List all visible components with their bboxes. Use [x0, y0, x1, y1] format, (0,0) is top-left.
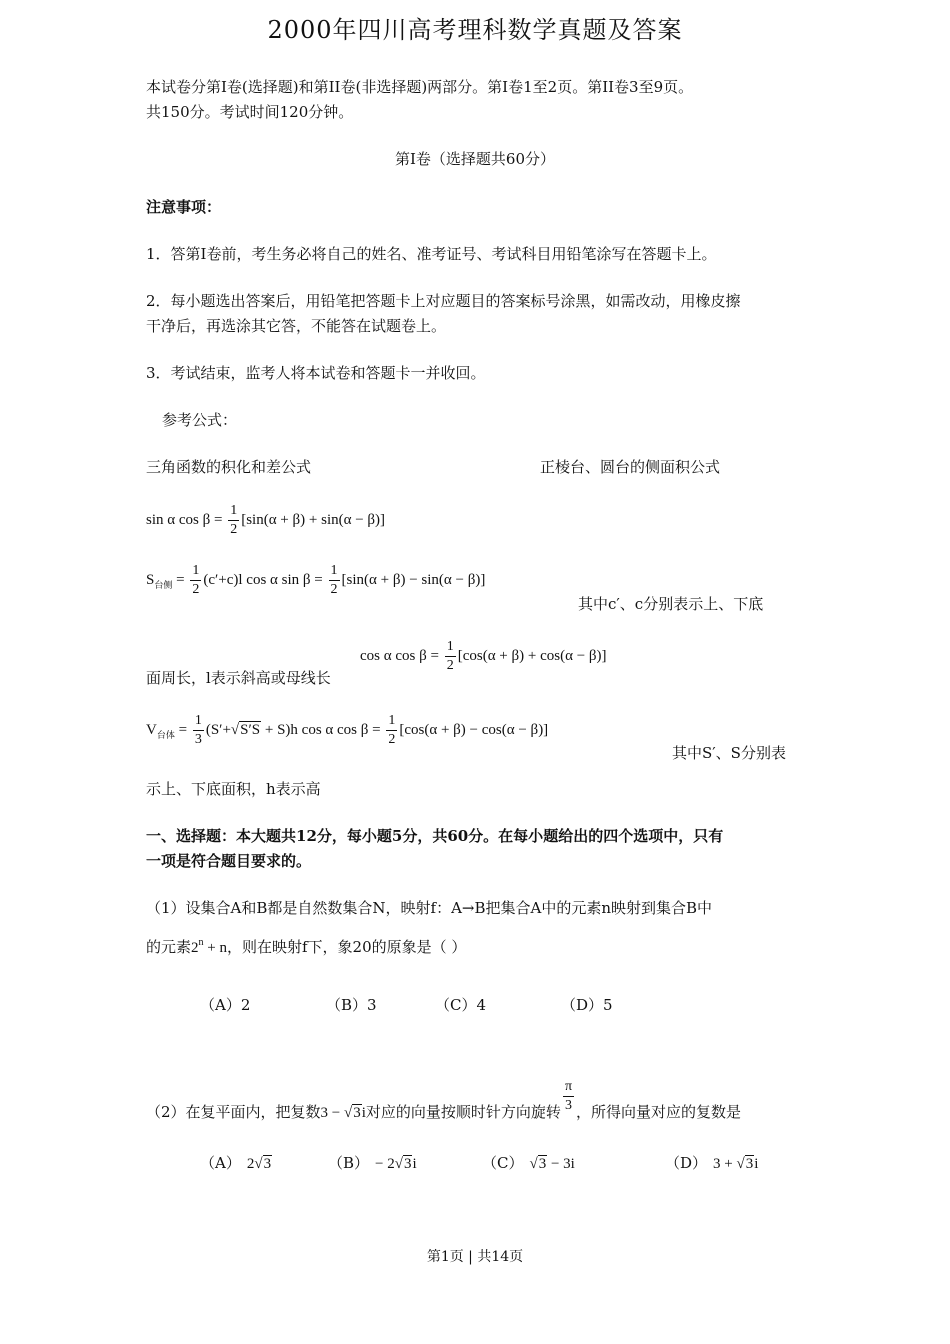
- q2-complex-number: 3 − √3i: [320, 1105, 366, 1121]
- intro-line-2: 共150分。考试时间120分钟。: [146, 103, 354, 121]
- q2-option-a-value: 2√3: [246, 1156, 272, 1172]
- formula-left-label: 三角函数的积化和差公式: [146, 458, 312, 476]
- q2-option-c: [482, 1152, 575, 1173]
- q2-option-b-label: （B）: [328, 1154, 370, 1172]
- q1-expression: $2^n + n$: [191, 937, 227, 956]
- q1-option-c: （C）4: [435, 996, 487, 1014]
- reference-heading: 参考公式：: [162, 411, 238, 429]
- q2-option-d: [665, 1152, 758, 1173]
- note-3: 3．考试结束，监考人将本试卷和答题卡一并收回。: [146, 364, 486, 382]
- q2-option-c-value: √3 − 3i: [529, 1156, 575, 1172]
- c-note: 其中c′、c分别表示上、下底: [578, 595, 764, 613]
- note-1: 1．答第I卷前，考生务必将自己的姓名、准考证号、考试科目用铅笔涂写在答题卡上。: [146, 245, 717, 263]
- q2-angle: $\frac{\pi}{3}$: [564, 1079, 573, 1113]
- part1-heading-line-2: 一项是符合题目要求的。: [146, 852, 312, 870]
- q2-text-c: ，所得向量对应的复数是: [576, 1103, 742, 1121]
- note-2-line-2: 干净后，再选涂其它答，不能答在试题卷上。: [146, 317, 447, 335]
- q2-option-d-value: 3 + √3i: [713, 1156, 759, 1172]
- part1-heading-line-1: 一、选择题：本大题共12分，每小题5分，共60分。在每小题给出的四个选项中，只有: [146, 827, 724, 845]
- formula-right-label: 正棱台、圆台的侧面积公式: [540, 458, 721, 476]
- intro-line-1: 本试卷分第I卷(选择题)和第II卷(非选择题)两部分。第I卷1至2页。第II卷3至9页。: [146, 78, 694, 96]
- document-title: 2000年四川高考理科数学真题及答案: [267, 16, 683, 44]
- formula-volume: $V_{台体}$ = $\frac{1}{3}$ (S′+√S′S + S)h cos α cos β = $\frac{1}{2}$ [cos(α + β) − cos(α − β)]: [146, 713, 549, 747]
- q1-line-1: （1）设集合A和B都是自然数集合N，映射f：A→B把集合A中的元素n映射到集合B中: [146, 899, 713, 917]
- note-2-line-1: 2．每小题选出答案后，用铅笔把答题卡上对应题目的答案标号涂黑，如需改动，用橡皮擦: [146, 292, 741, 310]
- section-heading: 第I卷（选择题共60分）: [394, 150, 555, 168]
- q2-option-c-label: （C）: [482, 1154, 524, 1172]
- q2-text-a: （2）在复平面内，把复数: [146, 1103, 321, 1121]
- notes-heading: 注意事项：: [146, 198, 222, 216]
- q2-option-b: [328, 1152, 417, 1173]
- q1-option-d: （D）5: [561, 996, 613, 1014]
- area-note: 示上、下底面积，h表示高: [146, 780, 321, 798]
- q2-text: [146, 1080, 741, 1122]
- q2-text-b: 对应的向量按顺时针方向旋转: [365, 1103, 561, 1121]
- formula-sin-cos: sin α cos β = $\frac{1}{2}$ [sin(α + β) + sin(α − β)]: [146, 503, 386, 537]
- q2-option-a: [200, 1152, 272, 1173]
- q1-option-b: （B）3: [326, 996, 377, 1014]
- s-note: 其中S′、S分别表: [672, 744, 786, 762]
- q1-option-a: （A）2: [200, 996, 251, 1014]
- q2-option-b-value: − 2√3i: [375, 1156, 417, 1172]
- perimeter-note: 面周长，l表示斜高或母线长: [146, 669, 331, 687]
- page-footer: 第1页 | 共14页: [426, 1249, 524, 1265]
- q2-option-d-label: （D）: [665, 1154, 708, 1172]
- q1-line-2: [146, 936, 466, 957]
- formula-cos-cos: cos α cos β = $\frac{1}{2}$ [cos(α + β) + cos(α − β)]: [360, 639, 607, 673]
- q1-text-b: ，则在映射f下，象20的原象是（ ）: [226, 938, 467, 956]
- q1-text-a: 的元素: [146, 938, 192, 956]
- formula-lateral-area: $S_{台侧}$ = $\frac{1}{2}$ (c′+c)l cos α sin β = $\frac{1}{2}$ [sin(α + β) − sin(α − β)]: [146, 563, 486, 597]
- q2-option-a-label: （A）: [200, 1154, 241, 1172]
